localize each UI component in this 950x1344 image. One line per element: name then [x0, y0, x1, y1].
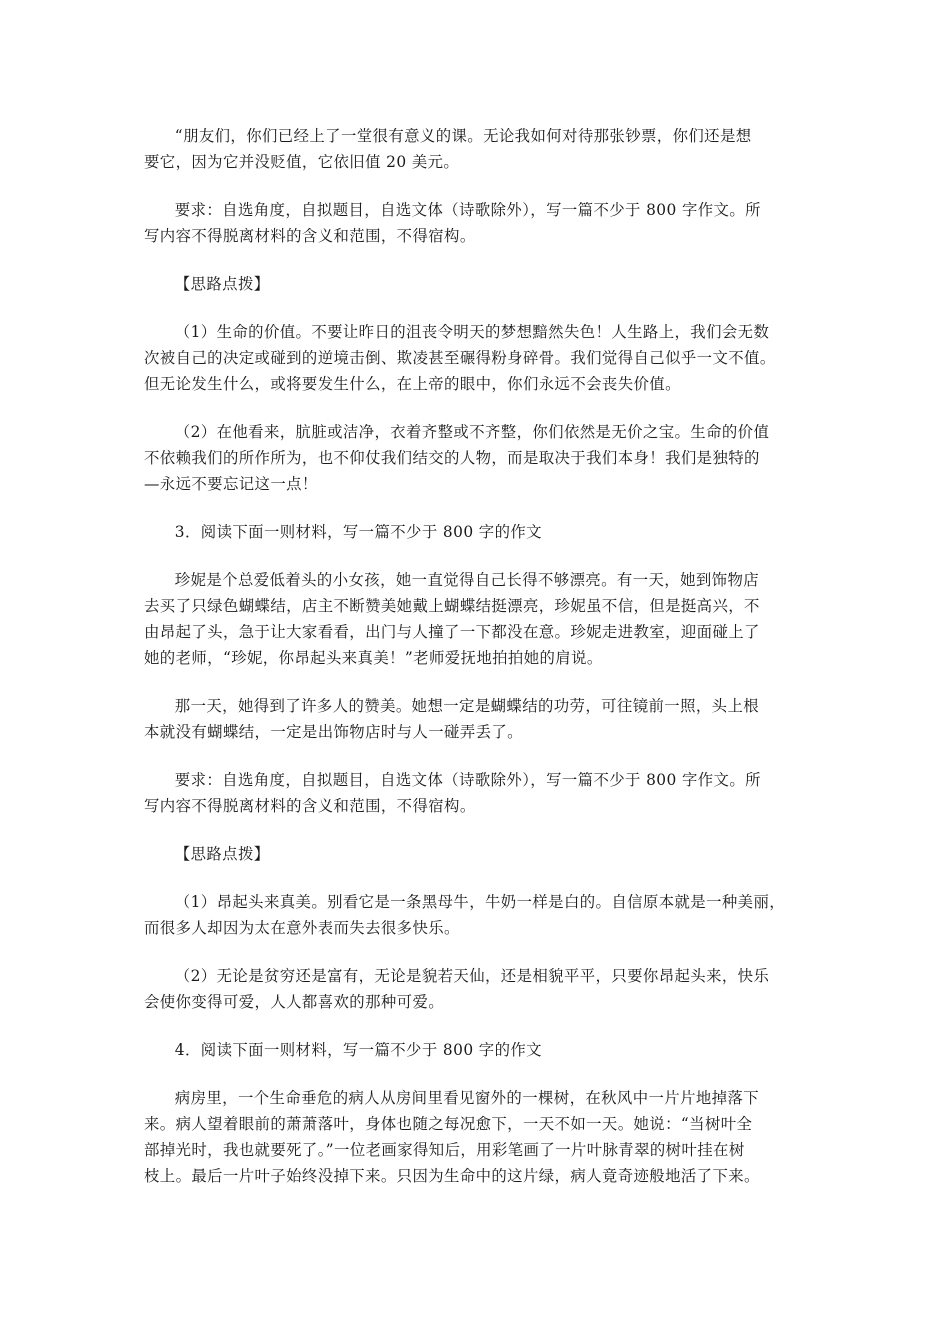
paragraph-jenny-story: [144, 567, 806, 671]
text-line: 写内容不得脱离材料的含义和范围，不得宿构。: [144, 227, 476, 245]
text-line: 而很多人却因为太在意外表而失去很多快乐。: [144, 919, 460, 937]
text-line: 她的老师，“珍妮，你昂起头来真美！”老师爱抚地拍拍她的肩说。: [144, 649, 603, 667]
text-line: （1）生命的价值。不要让昨日的沮丧令明天的梦想黯然失色！人生路上，我们会无数: [174, 323, 770, 341]
text-line: —永远不要忘记这一点！: [144, 475, 318, 493]
text-line: 要求：自选角度，自拟题目，自选文体（诗歌除外），写一篇不少于 800 字作文。所: [174, 771, 761, 789]
text-line: 不依赖我们的所作所为，也不仰仗我们结交的人物，而是取决于我们本身！我们是独特的: [144, 449, 760, 467]
text-line: 那一天，她得到了许多人的赞美。她想一定是蝴蝶结的功劳，可往镜前一照，头上根: [174, 697, 760, 715]
text-line: 去买了只绿色蝴蝶结，店主不断赞美她戴上蝴蝶结挺漂亮，珍妮虽不信，但是挺高兴，不: [144, 597, 760, 615]
text-line: 部掉光时，我也就要死了。”一位老画家得知后，用彩笔画了一片叶脉青翠的树叶挂在树: [144, 1141, 745, 1159]
text-line: （1）昂起头来真美。别看它是一条黑母牛，牛奶一样是白的。自信原本就是一种美丽，: [174, 893, 786, 911]
section-heading-hints: [144, 841, 806, 867]
question-4-heading: [144, 1037, 806, 1063]
text-line: 但无论发生什么，或将要发生什么，在上帝的眼中，你们永远不会丧失价值。: [144, 375, 681, 393]
text-line: 写内容不得脱离材料的含义和范围，不得宿构。: [144, 797, 476, 815]
paragraph-hint-2: [144, 419, 806, 497]
question-3-heading: [144, 519, 806, 545]
text-line: 次被自己的决定或碰到的逆境击倒、欺凌甚至碾得粉身碎骨。我们觉得自己似乎一文不值。: [144, 349, 776, 367]
text-line: 由昂起了头，急于让大家看看，出门与人撞了一下都没在意。珍妮走进教室，迎面碰上了: [144, 623, 760, 641]
paragraph-hint-2: [144, 963, 806, 1015]
paragraph-jenny-ending: [144, 693, 806, 745]
document-page: [144, 123, 806, 1211]
text-line: （2）在他看来，肮脏或洁净，衣着齐整或不齐整，你们依然是无价之宝。生命的价值: [174, 423, 770, 441]
text-line: 要它，因为它并没贬值，它依旧值 20 美元。: [144, 153, 460, 171]
section-heading-hints: [144, 271, 806, 297]
text-line: 病房里，一个生命垂危的病人从房间里看见窗外的一棵树，在秋风中一片片地掉落下: [174, 1089, 760, 1107]
text-line: 珍妮是个总爱低着头的小女孩，她一直觉得自己长得不够漂亮。有一天，她到饰物店: [174, 571, 760, 589]
text-line: 3．阅读下面一则材料，写一篇不少于 800 字的作文: [174, 523, 542, 541]
paragraph-requirement: [144, 197, 806, 249]
paragraph-last-leaf-story: [144, 1085, 806, 1189]
text-line: 【思路点拨】: [174, 845, 270, 863]
text-line: 4．阅读下面一则材料，写一篇不少于 800 字的作文: [174, 1041, 542, 1059]
text-line: 会使你变得可爱，人人都喜欢的那种可爱。: [144, 993, 445, 1011]
text-line: 【思路点拨】: [174, 275, 270, 293]
text-line: 本就没有蝴蝶结，一定是出饰物店时与人一碰弄丢了。: [144, 723, 523, 741]
paragraph-hint-1: [144, 889, 806, 941]
paragraph-hint-1: [144, 319, 806, 397]
text-line: （2）无论是贫穷还是富有，无论是貌若天仙，还是相貌平平，只要你昂起头来，快乐: [174, 967, 770, 985]
text-line: 来。病人望着眼前的萧萧落叶，身体也随之每况愈下，一天不如一天。她说：“当树叶全: [144, 1115, 753, 1133]
text-line: 枝上。最后一片叶子始终没掉下来。只因为生命中的这片绿，病人竟奇迹般地活了下来。: [144, 1167, 760, 1185]
text-line: 要求：自选角度，自拟题目，自选文体（诗歌除外），写一篇不少于 800 字作文。所: [174, 201, 761, 219]
paragraph-requirement: [144, 767, 806, 819]
paragraph-teacher-quote: [144, 123, 806, 175]
text-line: “朋友们，你们已经上了一堂很有意义的课。无论我如何对待那张钞票，你们还是想: [174, 127, 752, 145]
